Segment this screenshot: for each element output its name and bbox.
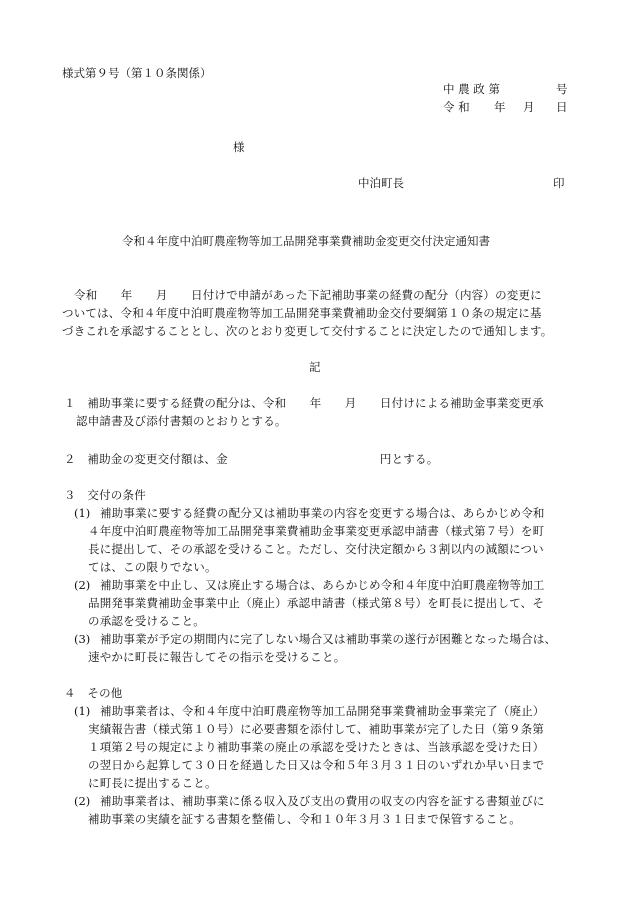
- condition-1-line: 長に提出して、その承認を受けること。ただし、交付決定額から３割以内の減額につい: [88, 542, 544, 556]
- section-2: ２ 補助金の変更交付額は、金 円とする。: [64, 452, 439, 466]
- other-1-line: 実績報告書（様式第１０号）に必要書類を添付して、補助事業が完了した日（第９条第: [88, 722, 545, 736]
- other-1-line: に町長に提出すること。: [88, 776, 217, 790]
- condition-3-line: 速やかに町長に報告してその指示を受けること。: [88, 650, 346, 664]
- recipient-suffix: 様: [233, 140, 245, 154]
- condition-2-line: 品開発事業費補助金事業中止（廃止）承認申請書（様式第８号）を町長に提出して、そ: [88, 596, 545, 610]
- sender-seal: 印: [553, 176, 565, 190]
- other-2-mark: (2): [74, 794, 91, 808]
- other-1-mark: (1): [74, 704, 91, 718]
- section-1-line: １ 補助事業に要する経費の配分は、令和 年 月 日付けによる補助金事業変更承: [64, 396, 544, 410]
- ki-heading: 記: [309, 360, 321, 374]
- other-1-line: １項第２号の規定により補助事業の廃止の承認を受けたときは、当該承認を受けた日）: [88, 740, 545, 754]
- intro-line: ついては、令和４年度中泊町農産物等加工品開発事業費補助金交付要綱第１０条の規定に基: [62, 306, 542, 320]
- condition-1-line: ては、この限りでない。: [88, 560, 217, 574]
- condition-1-line: 補助事業に要する経費の配分又は補助事業の内容を変更する場合は、あらかじめ令和: [100, 506, 545, 520]
- condition-3-line: 補助事業が予定の期間内に完了しない場合又は補助事業の遂行が困難となった場合は、: [100, 632, 557, 646]
- condition-2-line: の承認を受けること。: [88, 614, 205, 628]
- section-1-line: 認申請書及び添付書類のとおりとする。: [76, 414, 287, 428]
- other-2-line: 補助事業者は、補助事業に係る収入及び支出の費用の収支の内容を証する書類並びに: [100, 794, 545, 808]
- date-day: 日: [556, 100, 568, 114]
- sender-name: 中泊町長: [358, 176, 404, 190]
- document-title: 令和４年度中泊町農産物等加工品開発事業費補助金変更交付決定通知書: [122, 234, 490, 248]
- condition-2-mark: (2): [74, 578, 91, 592]
- other-1-line: の翌日から起算して３０日を経過した日又は令和５年３月３１日のいずれか早い日まで: [88, 758, 545, 772]
- date-month: 月: [523, 100, 535, 114]
- other-1-line: 補助事業者は、令和４年度中泊町農産物等加工品開発事業費補助金事業完了（廃止）: [100, 704, 545, 718]
- condition-3-mark: (3): [74, 632, 91, 646]
- section-3-heading: ３ 交付の条件: [64, 488, 146, 502]
- intro-line: 令和 年 月 日付けで申請があった下記補助事業の経費の配分（内容）の変更に: [74, 288, 542, 302]
- condition-1-mark: (1): [74, 506, 91, 520]
- section-4-heading: ４ その他: [64, 686, 123, 700]
- condition-1-line: ４年度中泊町農産物等加工品開発事業費補助金事業変更承認申請書（様式第７号）を町: [88, 524, 545, 538]
- form-number: 様式第９号（第１０条関係）: [62, 66, 212, 80]
- date-year: 年: [494, 100, 506, 114]
- date-era: 令 和: [443, 100, 470, 114]
- condition-2-line: 補助事業を中止し、又は廃止する場合は、あらかじめ令和４年度中泊町農産物等加工: [100, 578, 545, 592]
- intro-line: づきこれを承認することとし、次のとおり変更して交付することに決定したので通知します。: [62, 324, 553, 338]
- other-2-line: 補助事業の実績を証する書類を整備し、令和１０年３月３１日まで保管すること。: [88, 812, 521, 826]
- doc-number-prefix: 中 農 政 第: [443, 82, 500, 96]
- doc-number-suffix: 号: [556, 82, 568, 96]
